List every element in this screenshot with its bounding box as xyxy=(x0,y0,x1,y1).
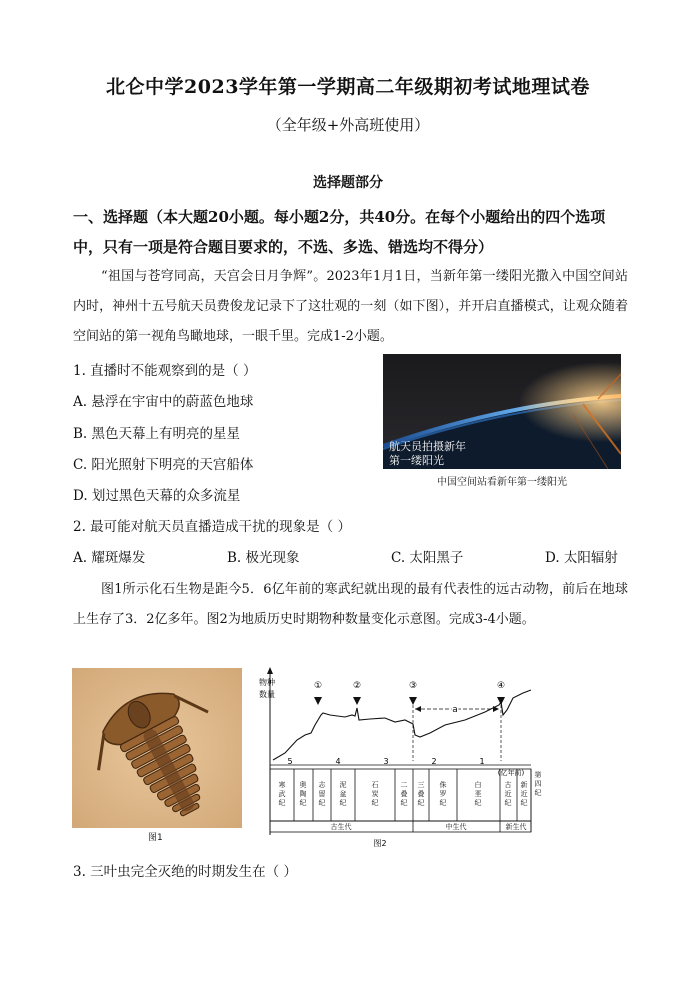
part-heading: 一、选择题（本大题20小题。每小题2分，共40分。在每个小题给出的四个选项中，只有一项是符合题目要求的，不选、多选、错选均不得分） xyxy=(73,208,606,256)
svg-text:罗: 罗 xyxy=(439,790,447,798)
y-axis-arrow xyxy=(267,667,273,674)
svg-text:武: 武 xyxy=(278,790,286,798)
marker-4-triangle xyxy=(497,697,505,705)
question-2-option-d: D. 太阳辐射 xyxy=(545,550,618,566)
tick-4: 4 xyxy=(335,757,341,766)
tick-3: 3 xyxy=(383,757,389,766)
svg-text:纪: 纪 xyxy=(318,799,326,807)
period-devonian xyxy=(340,780,347,807)
photo-overlay-line-1: 航天员拍摄新年 xyxy=(389,440,466,453)
svg-text:古: 古 xyxy=(504,781,512,789)
svg-text:叠: 叠 xyxy=(417,790,425,798)
svg-text:石: 石 xyxy=(371,781,379,789)
species-count-chart xyxy=(255,665,545,850)
svg-text:纪: 纪 xyxy=(474,799,482,807)
svg-text:三: 三 xyxy=(417,781,425,789)
y-axis-label-2: 数量 xyxy=(259,690,275,699)
svg-text:纪: 纪 xyxy=(417,799,425,807)
question-1-option-d: D. 划过黑色天幕的众多流星 xyxy=(73,488,241,504)
marker-3: ③ xyxy=(408,681,418,691)
svg-text:陶: 陶 xyxy=(299,790,307,798)
svg-text:纪: 纪 xyxy=(299,799,307,807)
svg-text:近: 近 xyxy=(520,790,528,798)
tick-5: 5 xyxy=(287,757,293,766)
exam-title: 北仑中学2023学年第一学期高二年级期初考试地理试卷 xyxy=(106,76,590,98)
svg-text:纪: 纪 xyxy=(371,799,379,807)
question-1-option-c: C. 阳光照射下明亮的天宫船体 xyxy=(73,457,254,473)
period-cretaceous xyxy=(475,780,482,807)
period-neogene xyxy=(521,780,528,807)
question-2-option-c: C. 太阳黑子 xyxy=(391,550,464,566)
svg-text:第: 第 xyxy=(534,771,542,779)
svg-text:二: 二 xyxy=(400,781,408,789)
species-curve xyxy=(273,690,531,760)
svg-text:垩: 垩 xyxy=(474,790,482,798)
svg-text:炭: 炭 xyxy=(371,790,379,798)
question-1-option-a: A. 悬浮在宇宙中的蔚蓝色地球 xyxy=(73,394,254,410)
era-mesozoic: 中生代 xyxy=(445,823,467,831)
era-cenozoic: 新生代 xyxy=(505,823,527,831)
svg-text:白: 白 xyxy=(474,781,482,789)
period-jurassic xyxy=(440,780,447,807)
svg-text:寒: 寒 xyxy=(278,781,286,789)
question-2-option-b: B. 极光现象 xyxy=(227,550,300,566)
period-silurian xyxy=(319,780,327,807)
photo-overlay-line-2: 第一缕阳光 xyxy=(389,454,444,467)
svg-text:近: 近 xyxy=(504,790,512,798)
marker-2-triangle xyxy=(353,697,361,705)
section-title: 选择题部分 xyxy=(313,175,383,191)
svg-text:志: 志 xyxy=(318,781,326,789)
interval-a-label: a xyxy=(452,705,458,715)
tick-1: 1 xyxy=(479,757,485,766)
passage-1: “祖国与苍穹同高，天宫会日月争辉”。2023年1月1日，当新年第一缕阳光撒入中国空间站内时，神州十五号航天员费俊龙记录下了这壮观的一刻（如下图），并开启直播模式，让观众随着空间站的第一视角鸟瞰地球，一眼千里。完成1-2小题。 xyxy=(73,269,628,344)
marker-3-triangle xyxy=(409,697,417,705)
marker-1: ① xyxy=(313,681,323,691)
svg-text:侏: 侏 xyxy=(439,781,447,789)
question-3-stem: 3. 三叶虫完全灭绝的时期发生在（ ） xyxy=(73,864,297,880)
svg-text:纪: 纪 xyxy=(504,799,512,807)
question-1-option-b: B. 黑色天幕上有明亮的星星 xyxy=(73,426,241,442)
svg-text:纪: 纪 xyxy=(400,799,408,807)
y-axis-label-1: 物种 xyxy=(259,678,275,687)
svg-text:纪: 纪 xyxy=(339,799,347,807)
period-permian xyxy=(401,781,408,807)
period-carboniferous xyxy=(372,781,379,807)
svg-text:盆: 盆 xyxy=(339,790,347,798)
passage-2: 图1所示化石生物是距今5．6亿年前的寒武纪就出现的最有代表性的远古动物，前后在地球上生存了3．2亿多年。图2为地质历史时期物种数量变化示意图。完成3-4小题。 xyxy=(73,582,628,627)
figure-1-caption: 图1 xyxy=(148,833,163,843)
svg-text:纪: 纪 xyxy=(439,799,447,807)
marker-1-triangle xyxy=(314,697,322,705)
time-unit: (亿年前) xyxy=(497,769,525,777)
question-2-option-a: A. 耀斑爆发 xyxy=(73,550,146,566)
period-quaternary xyxy=(535,770,542,797)
era-paleozoic: 古生代 xyxy=(330,823,352,831)
svg-text:纪: 纪 xyxy=(520,799,528,807)
svg-text:新: 新 xyxy=(520,781,528,789)
svg-text:纪: 纪 xyxy=(534,789,542,797)
period-cambrian xyxy=(279,780,286,807)
trilobite-fossil-image xyxy=(72,668,242,843)
svg-text:奥: 奥 xyxy=(299,781,307,789)
period-paleogene xyxy=(505,780,512,807)
period-ordovician xyxy=(300,780,307,807)
question-1-stem: 1. 直播时不能观察到的是（ ） xyxy=(73,363,257,379)
svg-text:纪: 纪 xyxy=(278,799,286,807)
svg-text:留: 留 xyxy=(318,790,326,798)
photo-caption: 中国空间站看新年第一缕阳光 xyxy=(437,477,567,488)
space-station-photo xyxy=(383,354,621,469)
exam-subtitle: （全年级+外高班使用） xyxy=(266,116,430,134)
svg-text:四: 四 xyxy=(534,780,542,788)
marker-4: ④ xyxy=(496,681,506,691)
marker-2: ② xyxy=(352,681,362,691)
figure-2-caption: 图2 xyxy=(373,839,387,848)
svg-text:叠: 叠 xyxy=(400,790,408,798)
period-triassic xyxy=(418,781,425,807)
tick-2: 2 xyxy=(431,757,437,766)
question-2-stem: 2. 最可能对航天员直播造成干扰的现象是（ ） xyxy=(73,519,351,535)
svg-text:泥: 泥 xyxy=(339,781,347,789)
